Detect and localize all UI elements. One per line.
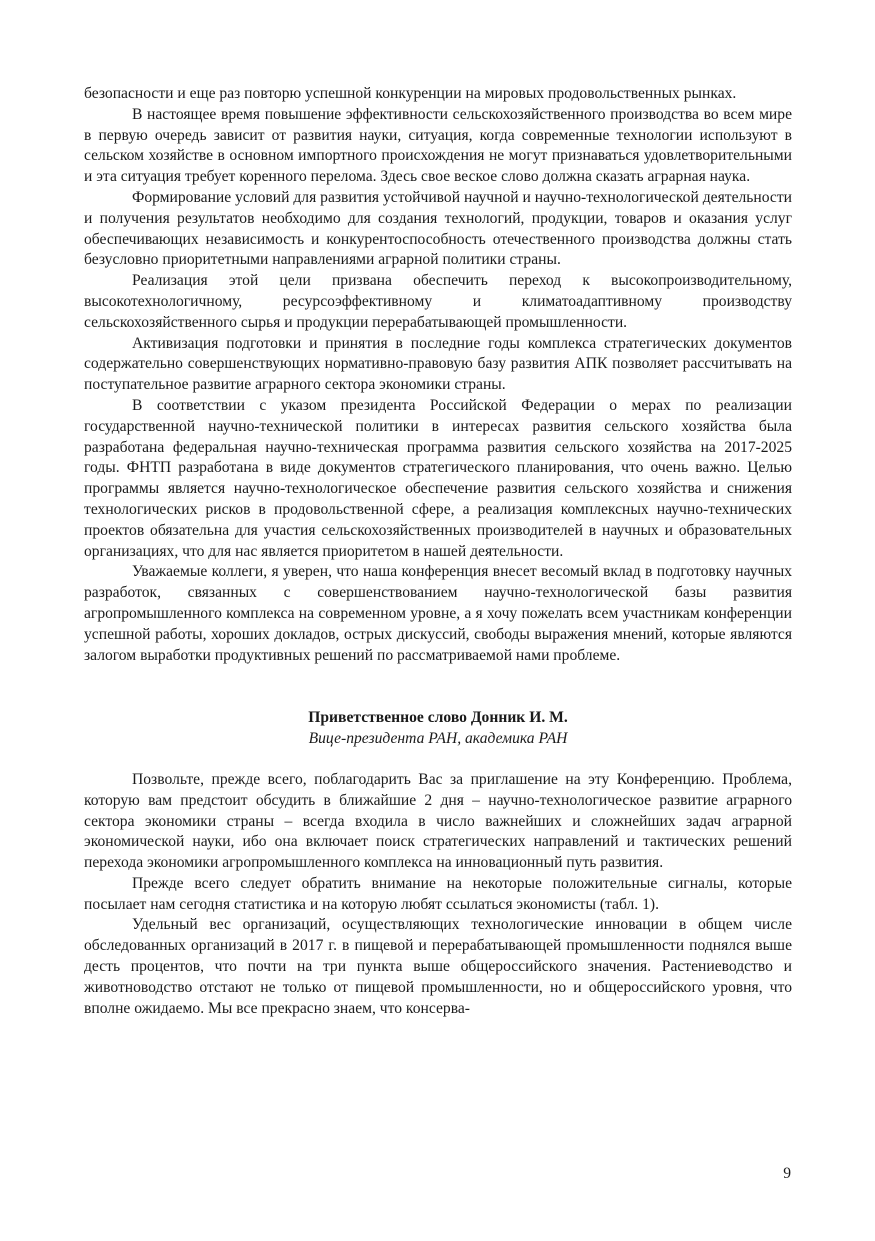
section-subtitle: Вице-президента РАН, академика РАН xyxy=(308,730,568,748)
paragraph: Реализация этой цели призвана обеспечить переход к высокопроизводительному, высокотехнологичному, ресурсоэффективному и климатоадаптивному производству сельскохозяйственного сырья и продукции перерабатывающей промышленности. xyxy=(84,272,792,331)
paragraph: Активизация подготовки и принятия в последние годы комплекса стратегических документов содержательно совершенствующих нормативно-правовую базу развития АПК позволяет рассчитывать на поступательное развитие аграрного сектора экономики страны. xyxy=(84,334,792,394)
section-heading xyxy=(84,708,792,750)
paragraph: Позвольте, прежде всего, поблагодарить Вас за приглашение на эту Конференцию. Проблема, которую вам предстоит обсудить в ближайшие 2 дня – научно-технологическое развитие аграрного сектора экономики страны – всегда входила в число важнейших и сложнейших задач аграрной экономической науки, ибо она включает поиск стратегических направлений и тактических решений перехода экономики агропромышленного комплекса на инновационный путь развития. xyxy=(84,770,792,872)
paragraph: В соответствии с указом президента Российской Федерации о мерах по реализации государственной научно-технической политики в интересах развития сельского хозяйства была разработана федеральная научно-техническая программа развития сельского хозяйства на 2017-2025 годы. ФНТП разработана в виде документов стратегического планирования, что очень важно. Целью программы является научно-технологическое обеспечение развития сельского хозяйства и снижения технологических рисков в продовольственной сфере, а реализация комплексных научно-технических проектов обязательна для участия сельскохозяйственных производителей в научных и образовательных организациях, что для нас является приоритетом в нашей деятельности. xyxy=(84,396,792,560)
paragraph: Уважаемые коллеги, я уверен, что наша конференция внесет весомый вклад в подготовку научных разработок, связанных с совершенствованием научно-технологической базы развития агропромышленного комплекса на современном уровне, а я хочу пожелать всем участникам конференции успешной работы, хороших докладов, острых дискуссий, свободы выражения мнений, которые являются залогом выработки продуктивных решений по рассматриваемой нами проблеме. xyxy=(84,563,792,664)
paragraph: Прежде всего следует обратить внимание на некоторые положительные сигналы, которые посылает нам сегодня статистика и на которую любят ссылаться экономисты (табл. 1). xyxy=(84,874,792,913)
paragraph: безопасности и еще раз повторю успешной конкуренции на мировых продовольственных рынках. xyxy=(84,85,737,102)
paragraph: Удельный вес организаций, осуществляющих технологические инновации в общем числе обследованных организаций в 2017 г. в пищевой и перерабатывающей промышленности поднялся выше десть процентов, что почти на три пункта выше общероссийского значения. Растениеводство и животноводство отстают не только от пищевой промышленности, но и общероссийского уровня, что вполне ожидаемо. Мы все прекрасно знаем, что консерва- xyxy=(84,916,792,1017)
paragraph: Формирование условий для развития устойчивой научной и научно-технологической деятельности и получения результатов необходимо для создания технологий, продукции, товаров и оказания услуг обеспечивающих независимость и конкурентоспособность отечественного производства должны стать безусловно приоритетными направлениями аграрной политики страны. xyxy=(84,188,792,269)
paragraph: В настоящее время повышение эффективности сельскохозяйственного производства во всем мире в первую очередь зависит от развития науки, ситуация, когда современные технологии используют в сельском хозяйстве в основном импортного происхождения не могут признаваться удовлетворительными и эта ситуация требует коренного перелома. Здесь свое веское слово должна сказать аграрная наука. xyxy=(84,105,792,186)
document-page xyxy=(84,84,792,1019)
bottom-text-block xyxy=(84,770,792,1020)
top-text-block xyxy=(84,84,792,666)
page-number: 9 xyxy=(783,1165,791,1182)
section-title: Приветственное слово Донник И. М. xyxy=(308,709,568,727)
